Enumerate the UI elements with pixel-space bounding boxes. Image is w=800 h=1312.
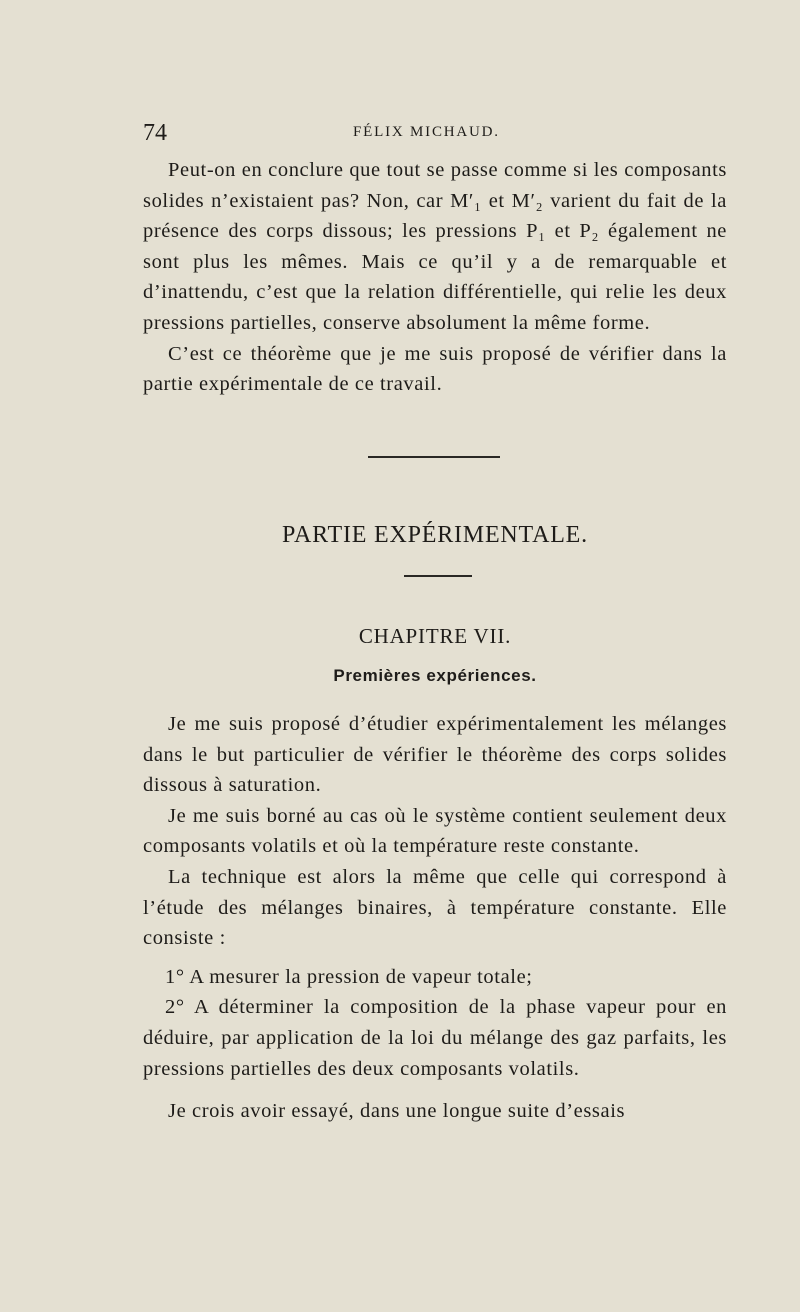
paragraph: Peut-on en conclure que tout se passe comme si les composants solides n’existaient pas? Non, car M′₁ et M′₂ varient du fait de la présence des corps dissous; les pressions P₁ et P₂ également ne sont plus les mêmes. Mais ce qu’il y a de remarquable et d’inattendu, c’est que la relation différentielle, qui relie les deux pressions partielles, conserve absolument la même forme. (143, 159, 727, 334)
paragraph: Je me suis borné au cas où le système contient seulement deux composants volatils et où la température reste constante. (143, 804, 727, 858)
running-head: FÉLIX MICHAUD. (353, 124, 500, 140)
paragraph: Je crois avoir essayé, dans une longue suite d’essais (168, 1100, 626, 1123)
intro-text (143, 155, 727, 400)
section-title: PARTIE EXPÉRIMENTALE. (282, 522, 588, 548)
divider-rule (368, 456, 500, 458)
chapter-subtitle: Premières expériences. (333, 666, 537, 685)
page-number: 74 (143, 120, 167, 146)
list-item: 2° A déterminer la composition de la phase vapeur pour en déduire, par application de la loi du mélange des gaz parfaits, les pressions partielles des deux composants volatils. (143, 996, 727, 1080)
paragraph: C’est ce théorème que je me suis proposé de vérifier dans la partie expérimentale de ce travail. (143, 342, 727, 396)
body-text (143, 709, 727, 1127)
paragraph: Je me suis proposé d’étudier expérimentalement les mélanges dans le but particulier de vérifier le théorème des corps solides dissous à saturation. (143, 713, 727, 797)
list-item: 1° A mesurer la pression de vapeur totale; (165, 965, 533, 988)
page-header (143, 120, 727, 150)
paragraph: La technique est alors la même que celle qui correspond à l’étude des mélanges binaires, à température constante. Elle consiste : (143, 865, 727, 950)
chapter-title: CHAPITRE VII. (358, 624, 512, 648)
divider-rule-short (404, 575, 472, 577)
